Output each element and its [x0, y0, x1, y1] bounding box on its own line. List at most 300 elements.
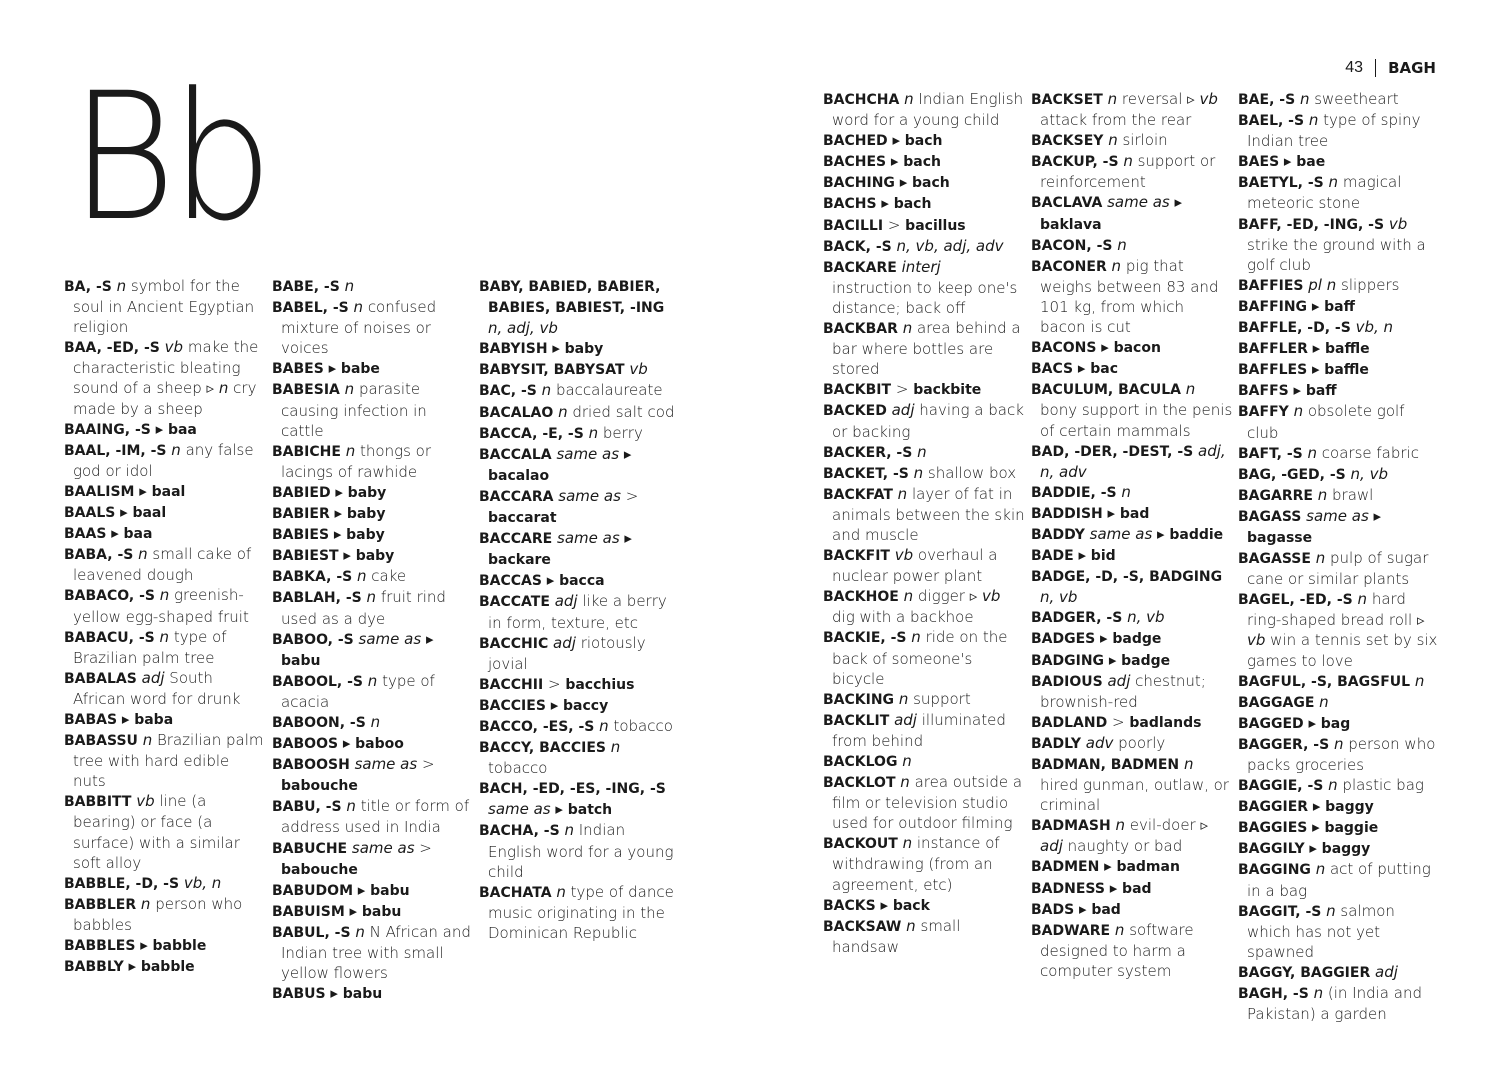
entry-headword: BACCHII	[479, 676, 544, 693]
entry-headword: BABOOL, -S	[272, 673, 363, 690]
entry-definition: overhaul a nuclear power plant	[832, 546, 998, 586]
dictionary-entry	[479, 591, 681, 632]
entry-definition: ▸	[1104, 878, 1118, 897]
entry-cross-reference: baby	[355, 548, 395, 565]
entry-cross-reference: baklava	[1040, 216, 1102, 233]
entry-definition: make the characteristic bleating sound of a sheep ▹	[73, 338, 259, 398]
entry-headword: BAGGIES	[1238, 820, 1308, 837]
entry-headword: BABEL, -S	[272, 300, 349, 317]
entry-definition: ride on the back of someone's bicycle	[832, 628, 1008, 688]
entry-definition: having a back or backing	[832, 401, 1024, 441]
entry-definition: ▸	[1307, 296, 1320, 315]
entry-definition: (in India and Pakistan) a garden	[1247, 984, 1422, 1024]
entry-headword: BACCARE	[479, 531, 553, 548]
entry-headword: BACKING	[823, 691, 895, 708]
entry-cross-reference: bad	[1091, 901, 1121, 918]
entry-definition: ▸	[338, 734, 351, 753]
entry-definition: tobacco	[608, 716, 673, 735]
dictionary-entry	[1238, 548, 1440, 589]
dictionary-entry	[272, 276, 474, 297]
entry-cross-reference: baby	[347, 484, 387, 501]
entry-headword: BADLAND	[1031, 714, 1108, 731]
entry-definition: symbol for the soul in Ancient Egyptian religion	[73, 277, 255, 337]
dictionary-entry	[479, 737, 681, 778]
entry-definition: ▸	[134, 481, 147, 500]
entry-definition: digger ▹	[913, 587, 978, 606]
entry-part-of-speech: same as	[488, 800, 551, 819]
entry-part-of-speech: n	[1121, 482, 1131, 501]
entry-part-of-speech: same as	[556, 444, 620, 463]
page-number: 43	[1345, 59, 1364, 76]
entry-part-of-speech: adj	[554, 592, 578, 611]
dictionary-entry	[272, 482, 474, 503]
entry-definition: tobacco	[488, 759, 548, 778]
entry-cross-reference: bagasse	[1247, 529, 1313, 546]
entry-part-of-speech: n	[171, 440, 181, 459]
dictionary-entry	[64, 627, 266, 668]
dictionary-entry	[1238, 506, 1440, 548]
entry-headword: BADNESS	[1031, 880, 1105, 897]
entry-cross-reference: bach	[912, 175, 950, 192]
entry-definition: ▸	[135, 936, 148, 954]
entry-column-5	[1031, 89, 1233, 981]
entry-definition: ▸	[1099, 857, 1112, 876]
entry-definition: ▸	[541, 571, 555, 590]
dictionary-entry	[1031, 503, 1233, 524]
entry-definition: obsolete golf club	[1247, 402, 1405, 442]
dictionary-entry	[1238, 692, 1440, 713]
dictionary-entry	[1031, 545, 1233, 566]
entry-headword: BAFFLE, -D, -S	[1238, 320, 1351, 337]
entry-part-of-speech: n, vb	[1350, 464, 1388, 483]
entry-definition: ▸	[1074, 899, 1087, 918]
entry-headword: BADS	[1031, 901, 1075, 918]
entry-part-of-speech: same as	[1306, 506, 1369, 525]
entry-part-of-speech: n	[355, 922, 365, 941]
entry-definition: line (a bearing) or face (a surface) with a similar soft alloy	[73, 792, 240, 872]
entry-headword: BACKBIT	[823, 382, 892, 399]
entry-definition: ▸	[330, 482, 343, 501]
dictionary-entry	[1031, 358, 1233, 379]
entry-headword: BADE	[1031, 548, 1074, 565]
entry-definition: baccalaureate	[551, 381, 663, 400]
entry-cross-reference: babu	[281, 652, 321, 669]
dictionary-entry	[272, 733, 474, 754]
entry-definition: poorly	[1113, 733, 1166, 752]
entry-headword: BABUS	[272, 986, 326, 1003]
entry-cross-reference: baggie	[1324, 820, 1379, 837]
entry-headword: BACKHOE	[823, 589, 899, 606]
dictionary-entry	[1031, 482, 1233, 503]
entry-headword: BAGFUL, -S, BAGSFUL	[1238, 673, 1411, 690]
entry-part-of-speech: n	[140, 894, 151, 913]
entry-part-of-speech: n	[902, 834, 913, 853]
dictionary-entry	[272, 901, 474, 922]
entry-headword: BACHING	[823, 175, 895, 192]
entry-part-of-speech: n	[564, 821, 574, 840]
dictionary-entry	[1238, 983, 1440, 1024]
entry-headword: BACHES	[823, 154, 887, 171]
dictionary-entry	[1238, 443, 1440, 464]
dictionary-entry	[823, 236, 1025, 257]
dictionary-entry	[1031, 856, 1233, 877]
entry-headword: BACKBAR	[823, 321, 898, 338]
entry-part-of-speech: n, vb	[1127, 608, 1165, 627]
dictionary-entry	[64, 935, 266, 956]
entry-headword: BAALISM	[64, 483, 135, 500]
dictionary-entry	[1031, 524, 1233, 545]
dictionary-entry	[479, 695, 681, 716]
entry-headword: BACCARA	[479, 488, 554, 505]
dictionary-entry	[64, 502, 266, 523]
dictionary-entry	[1031, 441, 1233, 482]
entry-part-of-speech: n	[610, 738, 621, 757]
entry-headword: BACILLI	[823, 217, 884, 234]
dictionary-entry	[272, 754, 474, 796]
entry-definition: ▸	[1096, 338, 1109, 357]
entry-part-of-speech: n	[541, 381, 552, 400]
entry-definition: title or form of address used in India	[281, 797, 470, 837]
entry-headword: BABBLY	[64, 959, 124, 976]
dictionary-entry	[479, 380, 681, 401]
entry-cross-reference: bacalao	[488, 467, 550, 484]
entry-headword: BAETYL, -S	[1238, 175, 1324, 192]
dictionary-entry	[479, 570, 681, 591]
dictionary-entry	[823, 833, 1025, 894]
entry-cross-reference: back	[892, 897, 930, 914]
entry-part-of-speech: n	[1111, 256, 1122, 275]
entry-headword: BADWARE	[1031, 922, 1111, 939]
entry-column-6	[1238, 89, 1440, 1024]
entry-definition: plastic bag	[1337, 776, 1424, 795]
entry-definition: ▸	[894, 173, 908, 192]
entry-definition: ▸	[887, 131, 900, 150]
entry-part-of-speech: vb	[1199, 90, 1218, 108]
entry-headword: BACCATE	[479, 594, 550, 611]
entry-part-of-speech: n	[1313, 984, 1324, 1003]
entry-part-of-speech: adj	[1107, 671, 1131, 690]
entry-headword: BACH, -ED, -ES, -ING, -S	[479, 781, 666, 798]
entry-cross-reference: baba	[134, 711, 174, 728]
entry-cross-reference: baby	[564, 341, 604, 358]
entry-definition: confused mixture of noises or voices	[281, 298, 437, 358]
entry-part-of-speech: n	[346, 797, 356, 816]
entry-definition: ▸	[1104, 650, 1117, 669]
entry-headword: BABLAH, -S	[272, 590, 362, 607]
entry-headword: BACON, -S	[1031, 237, 1113, 254]
entry-headword: BACCALA	[479, 446, 552, 463]
entry-part-of-speech: n	[218, 379, 229, 398]
entry-headword: BACKARE	[823, 259, 897, 276]
entry-cross-reference: bach	[904, 133, 943, 150]
entry-part-of-speech: vb	[894, 546, 914, 565]
entry-headword: BACKER, -S	[823, 444, 913, 461]
dictionary-entry	[1238, 296, 1440, 317]
entry-definition: >	[417, 755, 435, 774]
dictionary-entry	[1031, 671, 1233, 712]
entry-part-of-speech: n	[116, 277, 127, 295]
entry-definition: >	[1107, 712, 1125, 731]
entry-part-of-speech: n	[917, 442, 927, 461]
entry-definition: ▸	[1073, 546, 1087, 565]
entry-part-of-speech: n	[1114, 920, 1125, 939]
entry-definition: naughty or bad	[1062, 837, 1183, 856]
dictionary-entry	[1031, 235, 1233, 256]
dictionary-entry	[1031, 130, 1233, 151]
dictionary-entry	[479, 276, 681, 338]
dictionary-entry	[823, 89, 1025, 130]
dictionary-entry	[479, 486, 681, 528]
entry-headword: BABYISH	[479, 341, 548, 358]
entry-headword: BADMAN, BADMEN	[1031, 757, 1180, 773]
entry-headword: BAFFY	[1238, 404, 1289, 421]
entry-headword: BAGEL, -ED, -S	[1238, 592, 1353, 609]
entry-headword: BAFFING	[1238, 298, 1308, 315]
entry-cross-reference: baggy	[1325, 799, 1374, 816]
dictionary-entry	[1238, 89, 1440, 110]
entry-definition: magical meteoric stone	[1247, 173, 1402, 213]
entry-part-of-speech: n	[588, 423, 599, 442]
entry-headword: BAAING, -S	[64, 421, 151, 438]
entry-headword: BABASSU	[64, 733, 138, 750]
entry-definition: ▸	[1307, 818, 1320, 837]
entry-cross-reference: baffle	[1325, 341, 1370, 358]
entry-headword: BACHS	[823, 196, 877, 213]
entry-headword: BAE, -S	[1238, 92, 1296, 108]
dictionary-entry	[1031, 712, 1233, 733]
entry-cross-reference: babu	[361, 903, 402, 920]
dictionary-entry	[1238, 713, 1440, 734]
entry-headword: BACULUM, BACULA	[1031, 382, 1181, 399]
section-letter: Bb	[70, 55, 268, 260]
dictionary-entry	[64, 791, 266, 872]
dictionary-entry	[1238, 589, 1440, 670]
entry-part-of-speech: n	[370, 712, 381, 731]
dictionary-entry	[823, 586, 1025, 627]
entry-cross-reference: bacillus	[905, 217, 966, 234]
dictionary-entry	[823, 379, 1025, 400]
entry-headword: BAGGY, BAGGIER	[1238, 964, 1371, 981]
entry-definition: ▸	[1169, 193, 1183, 212]
dictionary-entry	[479, 633, 681, 674]
entry-part-of-speech: n, vb	[1040, 588, 1078, 607]
entry-part-of-speech: n	[142, 731, 153, 750]
entry-headword: BABOOSH	[272, 757, 350, 774]
dictionary-entry	[1238, 401, 1440, 442]
entry-headword: BABUISM	[272, 903, 345, 920]
dictionary-entry	[1031, 566, 1233, 607]
dictionary-entry	[272, 712, 474, 733]
entry-part-of-speech: n	[1333, 734, 1344, 753]
entry-definition: ▸	[886, 152, 899, 171]
dictionary-entry	[823, 193, 1025, 214]
entry-headword: BABIEST	[272, 548, 339, 565]
entry-headword: BABACO, -S	[64, 588, 155, 605]
entry-cross-reference: bach	[903, 154, 941, 171]
entry-definition: salmon which has not yet spawned	[1247, 901, 1395, 961]
dictionary-entry	[1238, 172, 1440, 213]
entry-definition: ▸	[1288, 381, 1302, 400]
entry-part-of-speech: same as	[1089, 524, 1153, 543]
entry-part-of-speech: n	[1357, 590, 1368, 609]
dictionary-entry	[64, 585, 266, 626]
entry-headword: BABICHE	[272, 443, 341, 460]
entry-definition: reversal ▹	[1117, 90, 1195, 108]
dictionary-entry	[479, 674, 681, 695]
entry-headword: BAC, -S	[479, 383, 537, 400]
dictionary-entry	[479, 338, 681, 359]
entry-headword: BABBLES	[64, 938, 136, 954]
entry-headword: BACKED	[823, 403, 887, 420]
dictionary-entry	[479, 778, 681, 820]
entry-definition: person who babbles	[73, 894, 243, 934]
entry-definition: area behind a bar where bottles are stored	[832, 319, 1021, 379]
entry-definition: ▸	[329, 525, 342, 544]
entry-cross-reference: baccy	[563, 697, 609, 714]
entry-definition: cry made by a sheep	[73, 379, 257, 418]
dictionary-entry	[1031, 878, 1233, 899]
entry-definition: Brazilian palm tree with hard edible nuts	[73, 731, 264, 791]
entry-definition: ▸	[550, 800, 563, 819]
entry-column-4	[823, 89, 1025, 957]
dictionary-entry	[823, 545, 1025, 586]
dictionary-entry	[64, 668, 266, 709]
entry-headword: BAGGIER	[1238, 799, 1309, 816]
dictionary-entry	[823, 689, 1025, 710]
entry-part-of-speech: adj, n, adv	[1040, 441, 1226, 481]
entry-headword: BAFFLER	[1238, 341, 1308, 358]
entry-definition: ▸	[123, 957, 137, 976]
entry-headword: BAES	[1238, 154, 1280, 171]
entry-headword: BABES	[272, 361, 324, 378]
entry-headword: BAGGED	[1238, 715, 1304, 732]
entry-part-of-speech: vb	[982, 587, 1001, 606]
entry-headword: BABBLER	[64, 896, 137, 913]
dictionary-entry	[1238, 734, 1440, 775]
dictionary-entry	[479, 820, 681, 881]
entry-headword: BACKFAT	[823, 486, 893, 503]
entry-cross-reference: batch	[567, 802, 613, 819]
entry-part-of-speech: n	[902, 752, 912, 770]
entry-headword: BADMASH	[1031, 818, 1111, 835]
dictionary-entry	[1031, 607, 1233, 628]
entry-definition: ▸	[344, 901, 358, 920]
dictionary-entry	[823, 318, 1025, 379]
dictionary-entry	[1031, 379, 1233, 440]
entry-headword: BACCY, BACCIES	[479, 740, 606, 757]
dictionary-entry	[823, 151, 1025, 172]
dictionary-entry	[272, 880, 474, 901]
dictionary-entry	[1031, 815, 1233, 856]
entry-definition: sirloin	[1117, 131, 1168, 150]
entry-definition: thongs or lacings of rawhide	[281, 441, 432, 481]
entry-definition: ▸	[1152, 524, 1165, 543]
entry-headword: BAD, -DER, -DEST, -S	[1031, 443, 1194, 460]
entry-part-of-speech: pl n	[1308, 275, 1337, 294]
entry-part-of-speech: n	[344, 380, 355, 399]
entry-headword: BABALAS	[64, 670, 137, 687]
entry-headword: BABOO, -S	[272, 631, 354, 648]
entry-part-of-speech: vb	[164, 338, 184, 357]
dictionary-entry	[1031, 89, 1233, 130]
entry-definition: illuminated from behind	[832, 710, 1006, 750]
dictionary-entry	[1238, 214, 1440, 275]
entry-headword: BADLY	[1031, 735, 1082, 752]
entry-part-of-speech: n	[897, 484, 908, 503]
entry-headword: BABBITT	[64, 794, 132, 811]
dictionary-entry	[479, 423, 681, 444]
dictionary-entry	[64, 956, 266, 977]
entry-part-of-speech: vb, n	[183, 873, 222, 892]
dictionary-entry	[272, 441, 474, 482]
entry-definition: >	[414, 838, 432, 857]
entry-part-of-speech: n	[1315, 860, 1326, 879]
entry-definition: brawl	[1327, 485, 1374, 504]
entry-cross-reference: babu	[370, 882, 410, 899]
entry-headword: BABA, -S	[64, 547, 134, 564]
entry-part-of-speech: same as	[358, 629, 422, 648]
dictionary-entry	[64, 337, 266, 418]
entry-cross-reference: bag	[1320, 715, 1351, 732]
entry-cross-reference: baff	[1324, 298, 1355, 315]
entry-part-of-speech: n	[1117, 235, 1127, 254]
entry-cross-reference: bad	[1119, 505, 1150, 522]
entry-definition: hired gunman, outlaw, or criminal	[1040, 776, 1229, 815]
entry-part-of-speech: vb	[629, 360, 648, 379]
entry-definition: ▸	[1307, 339, 1321, 358]
entry-cross-reference: baby	[346, 506, 386, 523]
dictionary-entry	[1031, 337, 1233, 358]
dictionary-entry	[823, 772, 1025, 833]
entry-part-of-speech: same as	[354, 755, 418, 774]
entry-headword: BACHED	[823, 133, 888, 150]
entry-definition: >	[543, 674, 561, 693]
dictionary-entry	[823, 130, 1025, 151]
entry-definition: ▸	[1303, 713, 1316, 732]
entry-headword: BAFFIES	[1238, 277, 1304, 294]
dictionary-entry	[1031, 650, 1233, 671]
dictionary-entry	[64, 873, 266, 894]
entry-headword: BABIES	[272, 527, 330, 544]
entry-part-of-speech: interj	[901, 257, 941, 276]
entry-headword: BACLAVA	[1031, 195, 1103, 212]
entry-definition: cake	[366, 567, 407, 586]
dictionary-entry	[64, 523, 266, 544]
entry-part-of-speech: n	[1123, 152, 1133, 171]
entry-definition: riotously jovial	[488, 633, 646, 673]
dictionary-entry	[272, 297, 474, 358]
entry-headword: BADGER, -S	[1031, 610, 1123, 627]
entry-headword: BAGH, -S	[1238, 986, 1309, 1003]
entry-part-of-speech: n	[1307, 443, 1318, 462]
dictionary-entry	[823, 710, 1025, 751]
entry-part-of-speech: same as	[557, 529, 620, 548]
entry-cross-reference: bach	[893, 196, 932, 213]
entry-definition: chestnut; brownish-red	[1040, 671, 1206, 711]
entry-headword: BACKET, -S	[823, 465, 909, 482]
entry-headword: BACCO, -ES, -S	[479, 718, 595, 735]
entry-part-of-speech: n	[556, 882, 566, 901]
entry-cross-reference: backbite	[913, 382, 982, 399]
entry-part-of-speech: n	[1315, 549, 1326, 568]
entry-definition: type of Brazilian palm tree	[73, 627, 227, 667]
dictionary-entry	[272, 671, 474, 712]
entry-part-of-speech: adj	[1375, 962, 1398, 981]
dictionary-entry	[272, 983, 474, 1004]
entry-headword: BADGES	[1031, 631, 1096, 648]
entry-column-3	[479, 276, 681, 943]
entry-definition: small cake of leavened dough	[73, 545, 252, 585]
